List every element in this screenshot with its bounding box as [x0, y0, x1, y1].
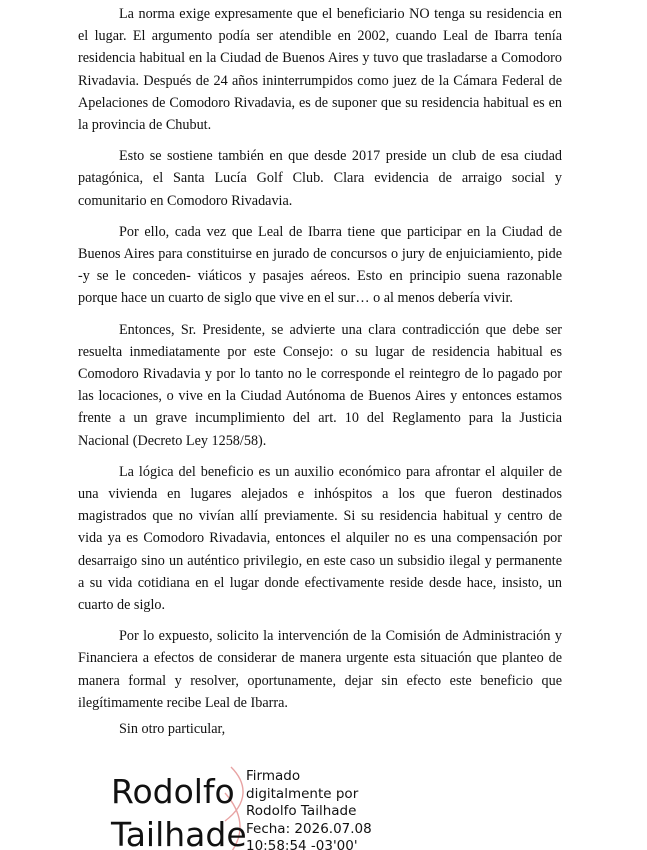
signature-detail-line: Rodolfo Tailhade [246, 803, 357, 819]
document-body [78, 3, 562, 723]
signature-detail-line: Firmado [246, 768, 301, 784]
paragraph: Entonces, Sr. Presidente, se advierte una clara contradicción que debe ser resuelta inmediatamente por este Consejo: o su lugar de residencia habitual es Comodoro Rivadavia y por lo tanto no le corresponde el reintegro de lo pagado por las locaciones, o vive en la Ciudad Autónoma de Buenos Aires y entonces estamos frente a un grave incumplimiento del art. 10 del Reglamento para la Justicia Nacional (Decreto Ley 1258/58). [78, 321, 562, 449]
paragraph: Por lo expuesto, solicito la intervención de la Comisión de Administración y Financiera a efectos de considerar de manera urgente esta situación que planteo de manera formal y resolver, oportunamente, dejar sin efecto este beneficio que ilegítimamente recibe Leal de Ibarra. [78, 628, 562, 711]
signer-last-name: Tailhade [111, 815, 247, 850]
digital-signature [108, 766, 408, 850]
signature-details [246, 768, 372, 850]
signature-detail-line: digitalmente por [246, 785, 359, 802]
signer-first-name: Rodolfo [111, 772, 235, 811]
signature-detail-line: Fecha: 2026.07.08 [246, 820, 372, 837]
closing-line: Sin otro particular, [119, 721, 226, 737]
paragraph: Esto se sostiene también en que desde 2017 preside un club de esa ciudad patagónica, el Santa Lucía Golf Club. Clara evidencia de arraigo social y comunitario en Comodoro Rivadavia. [78, 148, 562, 209]
paragraph: Por ello, cada vez que Leal de Ibarra tiene que participar en la Ciudad de Buenos Aires para constituirse en jurado de concursos o jury de enjuiciamiento, pide -y se le conceden- viáticos y pasajes aéreos. Esto en principio suena razonable porque hace un cuarto de siglo que vive en el sur… o al menos debería vivir. [78, 223, 562, 307]
paragraph: La lógica del beneficio es un auxilio económico para afrontar el alquiler de una vivienda en lugares alejados e inhóspitos a los que fueron destinados magistrados que no vivían allí previamente. Si su residencia habitual y centro de vida ya es Comodoro Rivadavia, entonces el alquiler no es una compensación por desarraigo sino un auténtico privilegio, en este caso un subsidio ilegal y permanente a su vida cotidiana en el lugar donde efectivamente reside desde hace, insisto, un cuarto de siglo. [78, 463, 562, 614]
paragraph: La norma exige expresamente que el beneficiario NO tenga su residencia en el lugar. El argumento podía ser atendible en 2002, cuando Leal de Ibarra tenía residencia habitual en la Ciudad de Buenos Aires y tuvo que trasladarse a Comodoro Rivadavia. Después de 24 años ininterrumpidos como juez de la Cámara Federal de Apelaciones de Comodoro Rivadavia, es de suponer que su residencia habitual es en la provincia de Chubut. [78, 6, 562, 134]
signature-detail-line: 10:58:54 -03'00' [246, 838, 358, 850]
